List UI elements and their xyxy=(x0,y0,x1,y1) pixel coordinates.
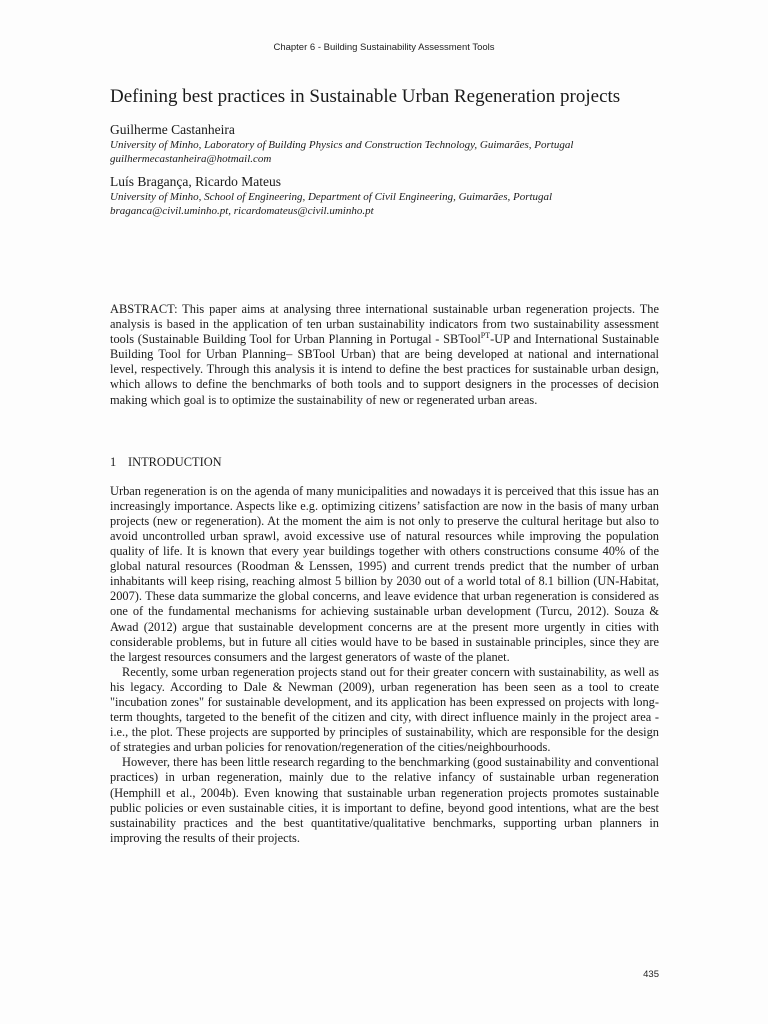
author-affiliation: University of Minho, Laboratory of Building Physics and Construction Technology, Guimarães, Portugal xyxy=(110,139,574,151)
author-block-1 xyxy=(110,122,659,166)
author-email: braganca@civil.uminho.pt, ricardomateus@civil.uminho.pt xyxy=(110,205,374,217)
page-number: 435 xyxy=(643,969,659,980)
section-number: 1 xyxy=(110,454,117,469)
section-heading xyxy=(110,455,659,470)
author-affiliation: University of Minho, School of Engineering, Department of Civil Engineering, Guimarães, Portugal xyxy=(110,191,553,203)
running-head: Chapter 6 - Building Sustainability Assessment Tools xyxy=(273,42,495,53)
paper-title: Defining best practices in Sustainable Urban Regeneration projects xyxy=(110,86,621,107)
abstract xyxy=(110,302,659,408)
abstract-part-2: -UP and International Sustainable Building Tool for Urban Planning– SBTool Urban) that are being developed at national and international level, respectively. Through this analysis it is intend to define the best practices for sustainable urban design, which allows to define the benchmarks of both tools and to support designers in the processes of decision making which goal is to optimize the sustainability of new or regenerated urban areas. xyxy=(110,332,659,407)
abstract-text xyxy=(110,302,659,408)
author-names: Luís Bragança, Ricardo Mateus xyxy=(110,174,281,189)
author-names: Guilherme Castanheira xyxy=(110,122,235,137)
body-paragraph-1: Urban regeneration is on the agenda of many municipalities and nowadays it is perceived that this issue has an increasingly importance. Aspects like e.g. optimizing citizens’ satisfaction are now in the basis of many urban projects (new or regeneration). At the moment the aim is not only to preserve the cultural heritage but also to avoid uncontrolled urban sprawl, avoid excessive use of natural resources while improving the population quality of life. It is known that every year buildings together with others constructions consume 40% of the global natural resources (Roodman & Lenssen, 1995) and current trends predict that the number of urban inhabitants will keep rising, reaching almost 5 billion by 2030 out of a world total of 8.1 billion (UN-Habitat, 2007). These data summarize the global concerns, and leave evidence that urban regeneration is considered as one of the fundamental mechanisms for achieving sustainable urban development (Turcu, 2012). Souza & Awad (2012) argue that sustainable development concerns are at the present more urgently in cities with considerable problems, but in future all cities would have to be based in sustainable principles, since they are the largest resources consumers and the largest generators of waste of the planet. xyxy=(110,483,659,664)
body-paragraph-3: However, there has been little research regarding to the benchmarking (good sustainability and conventional practices) in urban regeneration, mainly due to the relative infancy of sustainable urban regeneration (Hemphill et al., 2004b). Even knowing that sustainable urban regeneration projects promotes sustainable public policies or even sustainable cities, it is important to define, beyond good intentions, what are the best sustainability practices and the best quantitative/qualitative benchmarks, supporting urban planners in improving the results of their projects. xyxy=(110,755,659,845)
author-email: guilhermecastanheira@hotmail.com xyxy=(110,153,272,165)
abstract-superscript: PT xyxy=(480,331,491,341)
abstract-part-1: ABSTRACT: This paper aims at analysing three international sustainable urban regeneration projects. The analysis is based in the application of ten urban sustainability indicators from two sustainability assessment tools (Sustainable Building Tool for Urban Planning in Portugal - SBTool xyxy=(110,302,659,347)
section-body xyxy=(110,484,659,846)
body-paragraph-2: Recently, some urban regeneration projects stand out for their greater concern with sustainability, as well as his legacy. According to Dale & Newman (2009), urban regeneration has been seen as a tool to create "incubation zones" for sustainable development, and its application has been expressed on projects with long-term thoughts, targeted to the benefit of the citizen and city, with direct influence mainly in the project area - i.e., the plot. These projects are supported by principles of sustainability, which are responsible for the design of strategies and urban policies for renovation/regeneration of the cities/neighbourhoods. xyxy=(110,664,659,755)
paper-content xyxy=(110,86,659,846)
section-title: INTRODUCTION xyxy=(128,454,222,469)
author-block-2 xyxy=(110,174,659,218)
